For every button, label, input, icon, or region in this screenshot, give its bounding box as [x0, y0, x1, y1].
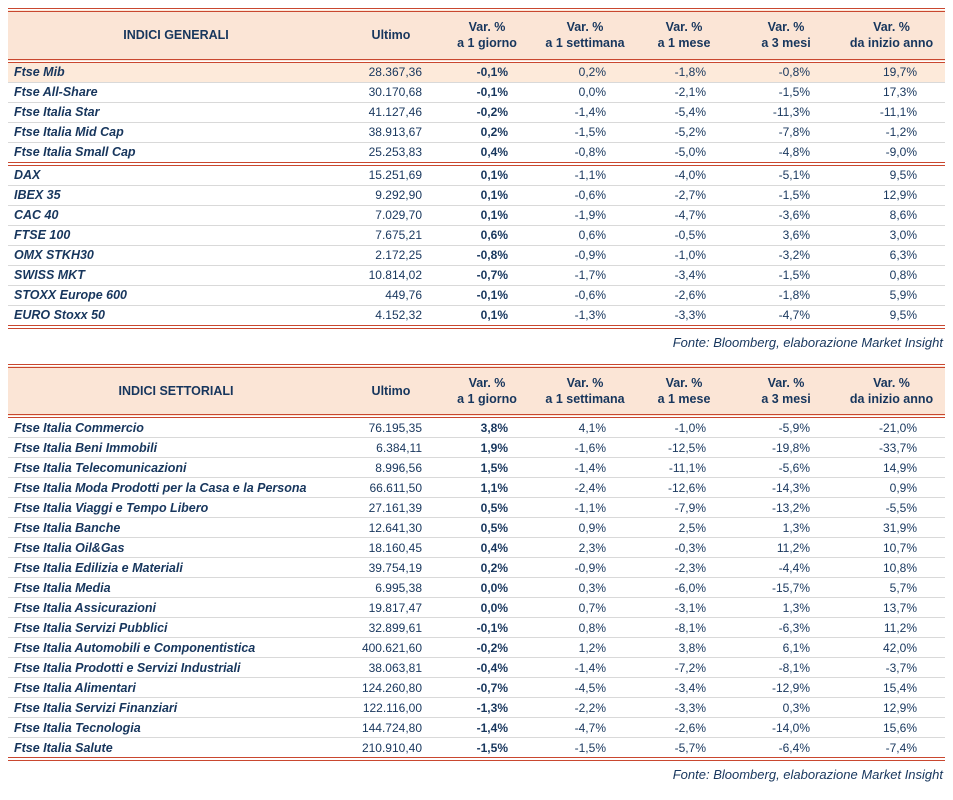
index-name: FTSE 100 [8, 225, 344, 245]
pct-change: 3,8% [438, 416, 536, 438]
pct-change: -1,5% [536, 122, 634, 142]
pct-change: 12,9% [838, 185, 945, 205]
var-label: Var. % [873, 20, 910, 34]
indici-settoriali-table [8, 364, 945, 762]
column-header-var-1-settimana [536, 10, 634, 61]
pct-change: 2,3% [536, 538, 634, 558]
pct-change: -5,4% [634, 102, 734, 122]
pct-change: -1,3% [574, 308, 606, 322]
pct-change: 5,7% [838, 578, 945, 598]
pct-change: -1,5% [734, 265, 838, 285]
pct-change: -0,1% [438, 82, 536, 102]
pct-change: -4,4% [734, 558, 838, 578]
pct-change: -11,1% [838, 102, 945, 122]
var-label: Var. % [566, 375, 604, 390]
pct-change: 0,2% [438, 122, 536, 142]
index-name: STOXX Europe 600 [8, 285, 344, 305]
pct-change: -0,9% [536, 558, 634, 578]
var-period-label: a 1 settimana [545, 391, 625, 406]
table-title: INDICI GENERALI [8, 10, 344, 61]
pct-change: -4,0% [634, 164, 734, 186]
pct-change: 31,9% [838, 518, 945, 538]
pct-change: -1,9% [536, 205, 634, 225]
table-row [8, 638, 945, 658]
pct-change: -1,1% [536, 164, 634, 186]
pct-change: -7,4% [885, 740, 917, 755]
var-period-label: a 1 giorno [457, 36, 517, 51]
pct-change: -1,5% [734, 82, 838, 102]
table-row [8, 438, 945, 458]
table-row [8, 498, 945, 518]
last-value: 7.675,21 [344, 225, 438, 245]
pct-change: -8,1% [634, 618, 734, 638]
pct-change: 6,3% [838, 245, 945, 265]
index-name: Ftse Italia Alimentari [8, 678, 344, 698]
pct-change: -1,4% [536, 458, 634, 478]
pct-change: 0,2% [536, 61, 634, 83]
table-row [8, 82, 945, 102]
pct-change: -7,8% [734, 122, 838, 142]
var-period-label: da inizio anno [849, 36, 934, 51]
table-row [8, 185, 945, 205]
index-name: Ftse Italia Tecnologia [8, 718, 344, 738]
column-header-var-1-settimana [536, 366, 634, 417]
table-row [8, 578, 945, 598]
pct-change: 9,5% [889, 308, 917, 322]
var-period-label: a 3 mesi [761, 391, 811, 406]
pct-change: 1,3% [734, 518, 838, 538]
index-name: Ftse Italia Viaggi e Tempo Libero [8, 498, 344, 518]
pct-change: 0,3% [536, 578, 634, 598]
pct-change: 1,9% [438, 438, 536, 458]
table-row [8, 698, 945, 718]
pct-change: -0,2% [438, 638, 536, 658]
pct-change: -4,5% [536, 678, 634, 698]
pct-change: 0,4% [438, 142, 536, 164]
pct-change: -8,1% [734, 658, 838, 678]
pct-change: 0,9% [838, 478, 945, 498]
pct-change: 42,0% [838, 638, 945, 658]
last-value: 6.995,38 [344, 578, 438, 598]
pct-change: -0,8% [438, 245, 536, 265]
pct-change: -1,5% [476, 740, 508, 755]
index-name: Ftse Mib [8, 61, 344, 83]
table-row [8, 558, 945, 578]
column-header-var-1-giorno [438, 366, 536, 417]
pct-change: 1,2% [536, 638, 634, 658]
pct-change: -2,7% [634, 185, 734, 205]
last-value: 6.384,11 [344, 438, 438, 458]
index-name: Ftse Italia Commercio [8, 416, 344, 438]
index-name: Ftse Italia Banche [8, 518, 344, 538]
pct-change: -11,3% [734, 102, 838, 122]
pct-change: 12,9% [838, 698, 945, 718]
var-period-label: a 1 settimana [545, 36, 625, 51]
last-value: 124.260,80 [344, 678, 438, 698]
pct-change: 0,1% [438, 185, 536, 205]
pct-change: 6,1% [734, 638, 838, 658]
last-value: 32.899,61 [344, 618, 438, 638]
header-row [8, 366, 945, 417]
pct-change: 0,4% [438, 538, 536, 558]
pct-change: -3,4% [634, 265, 734, 285]
pct-change: 0,1% [438, 164, 536, 186]
pct-change: 2,5% [634, 518, 734, 538]
var-label: Var. % [566, 20, 604, 34]
index-name: Ftse Italia Servizi Finanziari [8, 698, 344, 718]
pct-change: -2,2% [536, 698, 634, 718]
index-name: Ftse Italia Automobili e Componentistica [8, 638, 344, 658]
pct-change: -13,2% [734, 498, 838, 518]
indici-generali-table [8, 8, 945, 329]
table-row [8, 102, 945, 122]
table-row [8, 305, 945, 327]
pct-change: 15,6% [838, 718, 945, 738]
pct-change: -15,7% [734, 578, 838, 598]
last-value: 30.170,68 [344, 82, 438, 102]
pct-change: -0,2% [438, 102, 536, 122]
last-value: 210.910,40 [361, 740, 422, 755]
table-row [8, 598, 945, 618]
last-value: 38.063,81 [344, 658, 438, 678]
pct-change: -6,3% [734, 618, 838, 638]
index-name: Ftse Italia Mid Cap [8, 122, 344, 142]
last-value: 27.161,39 [344, 498, 438, 518]
pct-change: 0,9% [536, 518, 634, 538]
table-row [8, 142, 945, 164]
index-name: Ftse Italia Moda Prodotti per la Casa e la Persona [8, 478, 344, 498]
last-value: 18.160,45 [344, 538, 438, 558]
pct-change: -12,5% [634, 438, 734, 458]
index-name: Ftse Italia Assicurazioni [8, 598, 344, 618]
last-value: 66.611,50 [344, 478, 438, 498]
pct-change: -1,5% [734, 185, 838, 205]
pct-change: -1,4% [536, 658, 634, 678]
pct-change: -5,1% [734, 164, 838, 186]
pct-change: -6,4% [778, 740, 810, 755]
index-name: Ftse Italia Prodotti e Servizi Industriali [8, 658, 344, 678]
pct-change: -3,7% [838, 658, 945, 678]
last-value: 25.253,83 [344, 142, 438, 164]
var-label: Var. % [767, 375, 805, 390]
pct-change: 0,0% [438, 578, 536, 598]
index-name: Ftse Italia Star [8, 102, 344, 122]
last-value: 19.817,47 [344, 598, 438, 618]
pct-change: -0,1% [438, 61, 536, 83]
index-name: Ftse Italia Beni Immobili [8, 438, 344, 458]
pct-change: 17,3% [838, 82, 945, 102]
pct-change: -0,8% [536, 142, 634, 164]
table-row [8, 678, 945, 698]
pct-change: -0,7% [438, 265, 536, 285]
pct-change: 3,6% [734, 225, 838, 245]
pct-change: -0,6% [536, 185, 634, 205]
pct-change: 19,7% [838, 61, 945, 83]
table-row [8, 205, 945, 225]
pct-change: 3,0% [838, 225, 945, 245]
var-label: Var. % [873, 375, 910, 390]
pct-change: -33,7% [838, 438, 945, 458]
pct-change: -12,9% [734, 678, 838, 698]
pct-change: 13,7% [838, 598, 945, 618]
last-value: 9.292,90 [344, 185, 438, 205]
pct-change: -0,9% [536, 245, 634, 265]
index-name: Ftse Italia Oil&Gas [8, 538, 344, 558]
last-value: 7.029,70 [344, 205, 438, 225]
pct-change: 1,3% [734, 598, 838, 618]
pct-change: -3,4% [634, 678, 734, 698]
pct-change: -1,4% [536, 102, 634, 122]
var-period-label: a 1 mese [657, 36, 711, 51]
table-row [8, 518, 945, 538]
table-row [8, 416, 945, 438]
pct-change: -4,7% [778, 308, 810, 322]
source-note: Fonte: Bloomberg, elaborazione Market Insight [672, 767, 943, 782]
pct-change: -0,6% [536, 285, 634, 305]
index-name: EURO Stoxx 50 [14, 308, 106, 322]
index-name: CAC 40 [8, 205, 344, 225]
pct-change: 0,8% [838, 265, 945, 285]
last-value: 10.814,02 [344, 265, 438, 285]
pct-change: 14,9% [838, 458, 945, 478]
pct-change: -9,0% [838, 142, 945, 164]
var-label: Var. % [665, 20, 703, 34]
pct-change: 0,1% [438, 205, 536, 225]
pct-change: -4,7% [536, 718, 634, 738]
var-period-label: da inizio anno [849, 391, 934, 406]
column-header-ultimo: Ultimo [344, 10, 438, 61]
pct-change: 4,1% [536, 416, 634, 438]
index-name: SWISS MKT [8, 265, 344, 285]
table-row [8, 478, 945, 498]
indici-settoriali-section [8, 364, 945, 783]
pct-change: 9,5% [838, 164, 945, 186]
last-value: 76.195,35 [344, 416, 438, 438]
pct-change: -2,3% [634, 558, 734, 578]
pct-change: -1,4% [438, 718, 536, 738]
pct-change: -1,1% [536, 498, 634, 518]
last-value: 400.621,60 [344, 638, 438, 658]
pct-change: -3,3% [674, 308, 706, 322]
table-row [8, 618, 945, 638]
pct-change: -0,1% [438, 618, 536, 638]
last-value: 449,76 [344, 285, 438, 305]
column-header-var-1-giorno [438, 10, 536, 61]
pct-change: 15,4% [838, 678, 945, 698]
pct-change: -1,7% [536, 265, 634, 285]
pct-change: -12,6% [634, 478, 734, 498]
var-period-label: a 1 mese [657, 391, 711, 406]
pct-change: -1,8% [734, 285, 838, 305]
var-label: Var. % [468, 375, 506, 390]
last-value: 4.152,32 [375, 308, 422, 322]
last-value: 8.996,56 [344, 458, 438, 478]
pct-change: 0,1% [480, 308, 508, 322]
pct-change: -0,3% [634, 538, 734, 558]
pct-change: 0,5% [438, 518, 536, 538]
pct-change: -3,6% [734, 205, 838, 225]
table-row [8, 538, 945, 558]
last-value: 144.724,80 [344, 718, 438, 738]
pct-change: -2,6% [634, 718, 734, 738]
column-header-ultimo: Ultimo [344, 366, 438, 417]
pct-change: -1,6% [536, 438, 634, 458]
pct-change: -0,7% [438, 678, 536, 698]
pct-change: -1,0% [634, 245, 734, 265]
pct-change: -11,1% [634, 458, 734, 478]
pct-change: -1,5% [574, 740, 606, 755]
pct-change: -5,5% [838, 498, 945, 518]
pct-change: 10,8% [838, 558, 945, 578]
pct-change: -14,0% [734, 718, 838, 738]
var-period-label: a 3 mesi [761, 36, 811, 51]
table-row [8, 458, 945, 478]
pct-change: -0,5% [634, 225, 734, 245]
column-header-var-1-mese [634, 366, 734, 417]
pct-change: 0,5% [438, 498, 536, 518]
table-title: INDICI SETTORIALI [8, 366, 344, 417]
table-row [8, 164, 945, 186]
last-value: 39.754,19 [344, 558, 438, 578]
index-name: Ftse Italia Edilizia e Materiali [8, 558, 344, 578]
pct-change: -0,8% [734, 61, 838, 83]
pct-change: -5,6% [734, 458, 838, 478]
pct-change: 8,6% [838, 205, 945, 225]
index-name: Ftse Italia Servizi Pubblici [8, 618, 344, 638]
last-value: 38.913,67 [344, 122, 438, 142]
last-value: 12.641,30 [344, 518, 438, 538]
index-name: Ftse Italia Media [8, 578, 344, 598]
header-row [8, 10, 945, 61]
table-row [8, 265, 945, 285]
table-body [8, 61, 945, 327]
pct-change: -3,3% [634, 698, 734, 718]
pct-change: -1,2% [838, 122, 945, 142]
table-body [8, 416, 945, 759]
pct-change: -21,0% [838, 416, 945, 438]
last-value: 41.127,46 [344, 102, 438, 122]
table-row [8, 245, 945, 265]
pct-change: -1,8% [634, 61, 734, 83]
pct-change: -19,8% [734, 438, 838, 458]
table-row [8, 658, 945, 678]
pct-change: -0,1% [438, 285, 536, 305]
pct-change: 0,2% [438, 558, 536, 578]
table-row [8, 61, 945, 83]
table-row [8, 718, 945, 738]
column-header-var-inizio-anno [838, 10, 945, 61]
pct-change: 0,0% [438, 598, 536, 618]
pct-change: 0,7% [536, 598, 634, 618]
pct-change: -4,7% [634, 205, 734, 225]
column-header-var-3-mesi [734, 366, 838, 417]
last-value: 28.367,36 [344, 61, 438, 83]
index-name: DAX [8, 164, 344, 186]
pct-change: -7,2% [634, 658, 734, 678]
pct-change: -5,2% [634, 122, 734, 142]
table-row [8, 285, 945, 305]
var-label: Var. % [468, 20, 506, 34]
pct-change: 0,0% [536, 82, 634, 102]
pct-change: 1,1% [438, 478, 536, 498]
pct-change: -5,0% [634, 142, 734, 164]
index-name: Ftse Italia Small Cap [8, 142, 344, 164]
pct-change: -2,6% [634, 285, 734, 305]
pct-change: 1,5% [438, 458, 536, 478]
pct-change: -14,3% [734, 478, 838, 498]
pct-change: -1,0% [634, 416, 734, 438]
pct-change: 11,2% [838, 618, 945, 638]
pct-change: 5,9% [838, 285, 945, 305]
pct-change: -3,1% [634, 598, 734, 618]
pct-change: 0,8% [536, 618, 634, 638]
pct-change: 0,6% [438, 225, 536, 245]
pct-change: -2,4% [536, 478, 634, 498]
pct-change: -0,4% [438, 658, 536, 678]
pct-change: 10,7% [838, 538, 945, 558]
last-value: 2.172,25 [344, 245, 438, 265]
pct-change: 3,8% [634, 638, 734, 658]
table-row [8, 122, 945, 142]
var-label: Var. % [767, 20, 805, 34]
index-name: Ftse Italia Telecomunicazioni [8, 458, 344, 478]
column-header-var-inizio-anno [838, 366, 945, 417]
pct-change: -2,1% [634, 82, 734, 102]
pct-change: -3,2% [734, 245, 838, 265]
index-name: IBEX 35 [8, 185, 344, 205]
pct-change: 0,3% [734, 698, 838, 718]
var-label: Var. % [665, 375, 703, 390]
var-period-label: a 1 giorno [457, 391, 517, 406]
index-name: OMX STKH30 [8, 245, 344, 265]
pct-change: -5,9% [734, 416, 838, 438]
last-value: 122.116,00 [344, 698, 438, 718]
pct-change: -4,8% [734, 142, 838, 164]
index-name: Ftse All-Share [8, 82, 344, 102]
pct-change: 0,6% [536, 225, 634, 245]
indici-generali-section [8, 8, 945, 350]
pct-change: 11,2% [734, 538, 838, 558]
pct-change: -7,9% [634, 498, 734, 518]
pct-change: -5,7% [674, 740, 706, 755]
column-header-var-3-mesi [734, 10, 838, 61]
source-note: Fonte: Bloomberg, elaborazione Market Insight [672, 334, 943, 350]
index-name: Ftse Italia Salute [14, 740, 113, 755]
pct-change: -1,3% [438, 698, 536, 718]
last-value: 15.251,69 [344, 164, 438, 186]
pct-change: -6,0% [634, 578, 734, 598]
column-header-var-1-mese [634, 10, 734, 61]
table-row [8, 225, 945, 245]
